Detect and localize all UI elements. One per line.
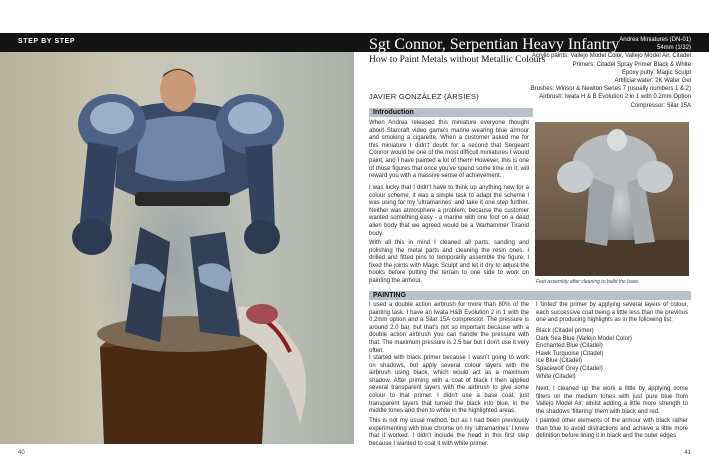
photo-caption: Feet assembly after cleaning to build the base.	[536, 279, 640, 285]
colour-list	[536, 328, 688, 381]
intro-paragraph: When Andrea released this miniature everyone thought about Starcraft video game's marine wearing blue armour and smoking a cigarette. When a customer asked me for this miniature I didn't doubt for a second that Sergeant Connor would be one of the most difficult miniatures I would paint; and I have painted a lot of them! However, this is one of those figures that once you've spend some time on it, will reward you with a massive sense of achievement.	[369, 120, 529, 180]
info-line: Acrylic paints: Vallejo Model Color, Vallejo Model Air, Citadel	[531, 53, 691, 60]
page-number: 40	[18, 450, 25, 456]
list-item: Ice Blue (Citadel)	[536, 358, 583, 365]
info-line: Primers: Citadel Spray Primer Black & White	[572, 61, 691, 68]
unpainted-miniature	[535, 122, 689, 276]
info-line: Brushes: Winsor & Newton Series 7 (usually numbers 1 & 2)	[530, 86, 691, 93]
list-item: Enchanted Blue (Citadel)	[536, 343, 603, 350]
painted-miniature-figure	[0, 52, 354, 444]
inset-photo-unpainted	[535, 122, 689, 276]
intro-paragraph: With all this in mind I cleaned all parts, sanding and polishing the metal parts and cleaning the resin ones. I drilled and fitted pins to temporarily assemble the figure. I fixed the joints with Magic Sculpt and let it dry to adjust the hooks before putting the terrain to one side to work on painting the armour.	[369, 240, 529, 284]
list-item: Hawk Turquoise (Citadel)	[536, 350, 604, 357]
painting-paragraph: Next, I cleaned up the work a little by applying some filters on the medium tones with just pure blue from Vallejo Model Air, whilst adding a little more strength to the shadows 'filtering' them with black and red.	[536, 386, 688, 415]
left-page	[0, 0, 354, 472]
article-subtitle: How to Paint Metals without Metallic Colours	[369, 55, 546, 65]
info-line: Artificial water: 2K Water Gel	[614, 78, 691, 85]
list-item: Spacewolf Grey (Citadel)	[536, 365, 603, 372]
info-line: 54mm (1/32)	[656, 45, 691, 52]
list-item: Black (Citadel primer)	[536, 328, 594, 334]
painting-paragraph: This is not my usual method, but as I had been previously experimenting with blue chrome on my 'ultramarines' I knew that it worked. I didn't include the head in this first step because I wanted to coat it with white primer.	[369, 418, 529, 447]
info-line: Epoxy putty: Magic Sculpt	[621, 69, 691, 76]
introduction-heading: Introduction	[369, 108, 533, 117]
miniature-photo	[0, 52, 354, 444]
materials-info	[491, 36, 691, 110]
article-title: Sgt Connor, Serpentian Heavy Infantry	[369, 36, 620, 53]
painting-heading: PAINTING	[369, 291, 691, 300]
info-line: Compressor: Silar 15A	[630, 102, 691, 109]
author-byline: JAVIER GONZÁLEZ (ARSIES)	[369, 92, 479, 101]
painting-paragraph: I used a double action airbrush for more than 80% of the painting task. I have an Iwata H&B Evolution 2 in 1 with the 0.2mm option and a Silar 15A compressor. The pressure is around 2.0 bar, but that's not so important because with a double action airbrush you can handle the pressure with that. The maximum pressure is 2.5 bar but I don't use it very often.	[369, 302, 529, 354]
painting-paragraph: I 'tinted' the primer by applying several layers of colour, each successive coat being a little less than the previous one and producing highlights as in the following list:	[536, 302, 688, 324]
intro-paragraph: I was lucky that I didn't have to think up anything new for a colour scheme; it was a simple task to adapt the scheme I was using for my 'ultramarines' and take it one step further. Neither was atmosphere a problem, because the customer wanted something easy - a marine with one foot on a dead alien body that we agreed would be a Warhammer Tiranid body.	[369, 185, 529, 237]
painting-paragraph: I started with black primer because I wasn't going to work on shadows, but apply several colour layers with the airbrush using black, which would act as a maximum shadow. After priming with a coat of black I then applied several transparent layers with the airbrush to give some colour to that primer. I didn't use a base coat, just transparent layers that turned the black into blue, in the middle tones and then to white in the highlighted areas.	[369, 355, 529, 415]
section-label: STEP BY STEP	[18, 38, 76, 45]
list-item: White (Citadel)	[536, 373, 576, 380]
list-item: Dark Sea Blue (Vallejo Model Color)	[536, 335, 632, 342]
info-line: Airbrush: Iwata H & B Evolution 2 in 1 with 0.2mm Option	[539, 94, 691, 101]
painting-paragraph: I painted other elements of the armour with black rather than blue to avoid distractions and achieve a little more definition before lining it in black and the outer edges	[536, 418, 688, 440]
page-number: 41	[684, 450, 691, 456]
info-line: Andrea Miniatures (DN-01)	[619, 37, 691, 43]
